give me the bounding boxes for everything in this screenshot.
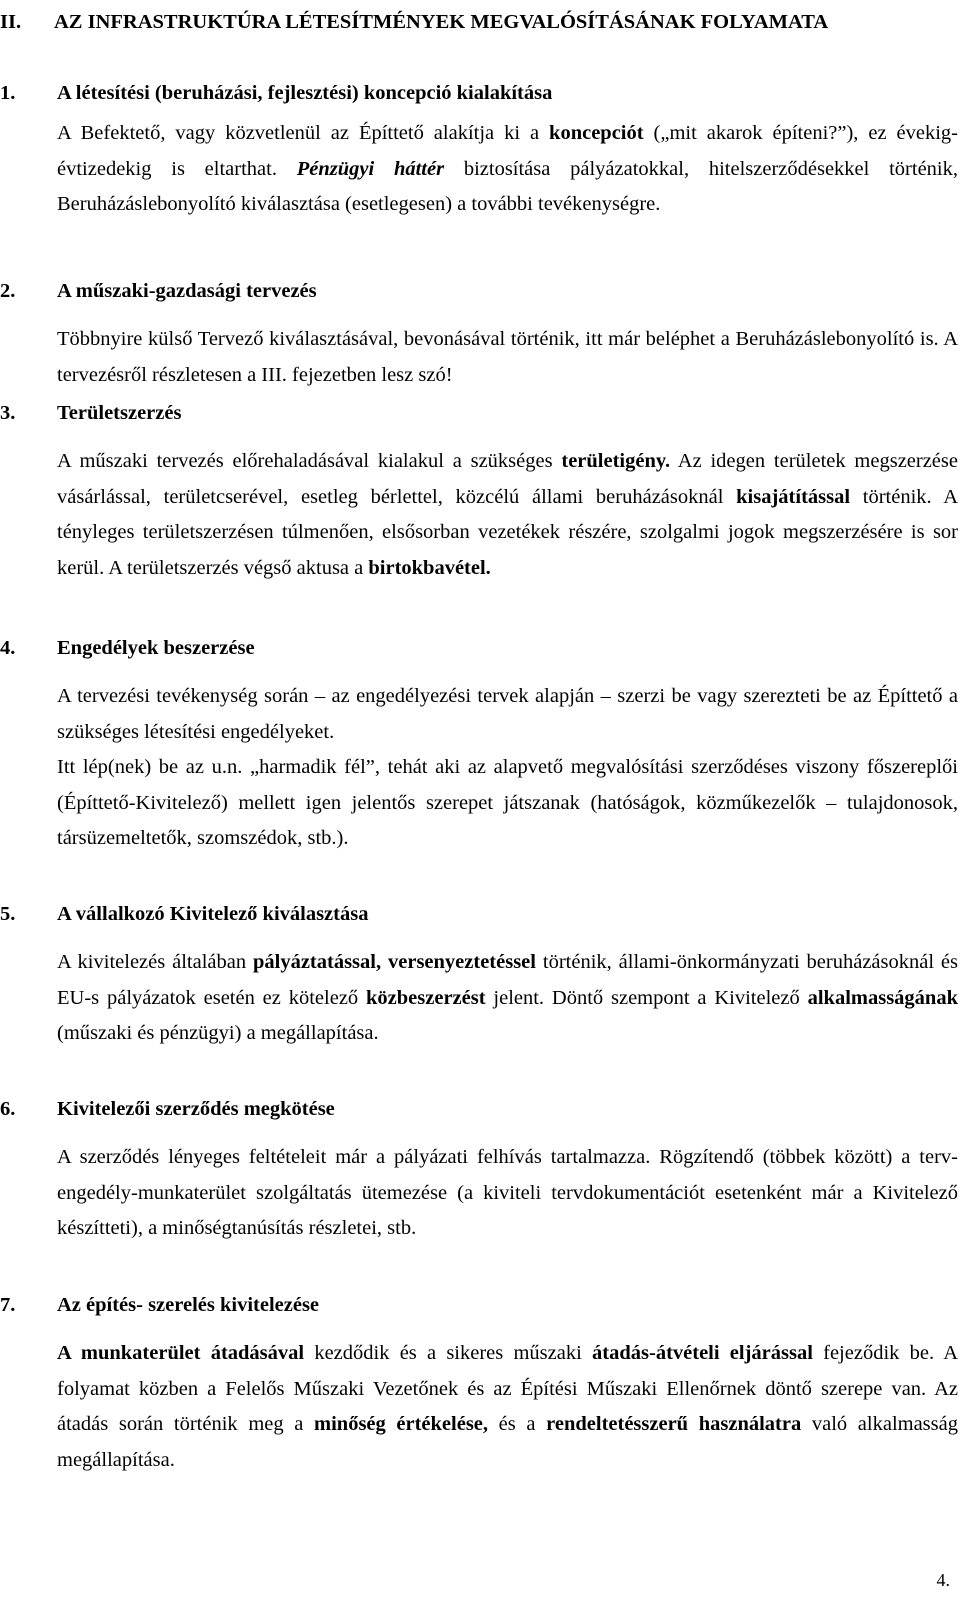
bold-term: közbeszerzést [366, 986, 486, 1009]
text-run: A műszaki tervezés előrehaladásával kialakul a szükséges [57, 450, 562, 472]
section-title [0, 397, 958, 429]
section-number: 5. [0, 903, 16, 925]
paragraph [57, 116, 958, 223]
chapter-title: AZ INFRASTRUKTÚRA LÉTESÍTMÉNYEK MEGVALÓSÍTÁSÁNAK FOLYAMATA [54, 11, 829, 33]
text-run: fejeződik be. A folyamat közben a Felelős Műszaki Vezetőnek és az Építési Műszaki Ellenőrnek döntő szerepe van. Az átadás során történik meg a [57, 1342, 958, 1435]
section-heading: A vállalkozó Kivitelező kiválasztása [57, 903, 369, 925]
paragraph: A tervezési tevékenység során – az engedélyezési tervek alapján – szerzi be vagy szerezteti be az Építtető a szükséges létesítési engedélyeket. [57, 685, 958, 743]
section-1 [0, 77, 958, 223]
paragraph [57, 1336, 958, 1478]
section-title [0, 1289, 958, 1321]
chapter-heading [0, 6, 958, 38]
section-heading: Kivitelezői szerződés megkötése [57, 1098, 335, 1120]
bold-term: minőség értékelése, [314, 1413, 489, 1435]
bold-term: területigény. [561, 450, 671, 472]
bold-term: pályáztatással, versenyeztetéssel [252, 951, 536, 973]
section-title [0, 77, 958, 109]
text-run: (műszaki és pénzügyi) a megállapítása. [57, 1022, 379, 1044]
section-body [57, 116, 958, 223]
bold-term: birtokbavétel. [368, 556, 491, 579]
section-body [57, 1140, 958, 1247]
bold-italic-term: Pénzügyi háttér [296, 157, 445, 180]
text-run: kezdődik és a sikeres műszaki [304, 1342, 593, 1364]
section-heading: Engedélyek beszerzése [57, 637, 255, 659]
text-run: A kivitelezés általában [57, 951, 253, 973]
bold-term: koncepciót [549, 122, 644, 144]
paragraph [57, 444, 958, 586]
bold-term: átadás-átvételi eljárással [592, 1342, 813, 1364]
section-body [57, 322, 958, 393]
section-title [0, 1093, 958, 1125]
section-number: 7. [0, 1294, 16, 1316]
text-run: történik. A tényleges területszerzésen túlmenően, elsősorban vezetékek részére, szolgalmi jogok megszerzésére is sor kerül. A területszerzés végső aktusa a [57, 485, 959, 579]
section-body [57, 679, 958, 857]
section-heading: Területszerzés [57, 402, 182, 424]
paragraph [57, 945, 958, 1052]
page-number: 4. [936, 1570, 950, 1590]
section-body [57, 1336, 958, 1478]
section-heading: Az építés- szerelés kivitelezése [57, 1294, 320, 1316]
text-run: A Befektető, vagy közvetlenül az Építtető alakítja ki a [57, 122, 550, 144]
text-run: történik, állami-önkormányzati beruházásoknál és EU-s pályázatok esetén ez kötelező [57, 951, 959, 1009]
bold-term: kisajátítással [736, 485, 851, 508]
chapter-number: II. [0, 11, 22, 33]
section-number: 4. [0, 637, 16, 659]
section-body [57, 945, 958, 1052]
section-number: 3. [0, 402, 16, 424]
text-run: („mit akarok építeni?”), ez évekig- évtizedekig is eltarthat. [57, 122, 958, 180]
section-2 [0, 275, 958, 393]
section-7 [0, 1289, 958, 1478]
section-title [0, 898, 958, 930]
section-number: 1. [0, 82, 16, 104]
text-run: jelent. Döntő szempont a Kivitelező [485, 986, 808, 1009]
section-heading: A létesítési (beruházási, fejlesztési) koncepció kialakítása [57, 82, 553, 104]
section-5 [0, 898, 958, 1052]
section-title [0, 275, 958, 307]
section-body [57, 444, 958, 586]
bold-term: rendeltetésszerű használatra [546, 1413, 802, 1435]
section-heading: A műszaki-gazdasági tervezés [57, 280, 317, 302]
section-4 [0, 632, 958, 857]
text-run: biztosítása pályázatokkal, hitelszerződésekkel történik, Beruházáslebonyolító kiválasztása (esetlegesen) a további tevékenységre. [57, 157, 958, 215]
paragraph: Itt lép(nek) be az u.n. „harmadik fél”, tehát aki az alapvető megvalósítási szerződéses viszony főszereplői (Építtető-Kivitelező) mellett igen jelentős szerepet játszanak (hatóságok, közműkezelők – tulajdonosok, társüzemeltetők, szomszédok, stb.). [57, 756, 958, 849]
section-title [0, 632, 958, 664]
section-3 [0, 397, 958, 586]
text-run: való alkalmasság megállapítása. [57, 1413, 958, 1471]
paragraph: A szerződés lényeges feltételeit már a pályázati felhívás tartalmazza. Rögzítendő (többek között) a terv-engedély-munkaterület szolgáltatás ütemezése (a kiviteli tervdokumentációt esetenként már a Kivitelező készítteti), a minőségtanúsítás részletei, stb. [57, 1146, 958, 1239]
section-6 [0, 1093, 958, 1247]
section-number: 6. [0, 1098, 16, 1120]
section-number: 2. [0, 280, 16, 302]
text-run: Az idegen területek megszerzése vásárlással, területcserével, esetleg bérlettel, közcélú állami beruházásoknál [57, 450, 958, 508]
bold-term: A munkaterület átadásával [57, 1342, 305, 1364]
bold-term: alkalmasságának [807, 986, 958, 1009]
text-run: és a [488, 1413, 547, 1435]
paragraph: Többnyire külső Tervező kiválasztásával, bevonásával történik, itt már beléphet a Beruházáslebonyolító is. A tervezésről részletesen a III. fejezetben lesz szó! [57, 328, 958, 386]
